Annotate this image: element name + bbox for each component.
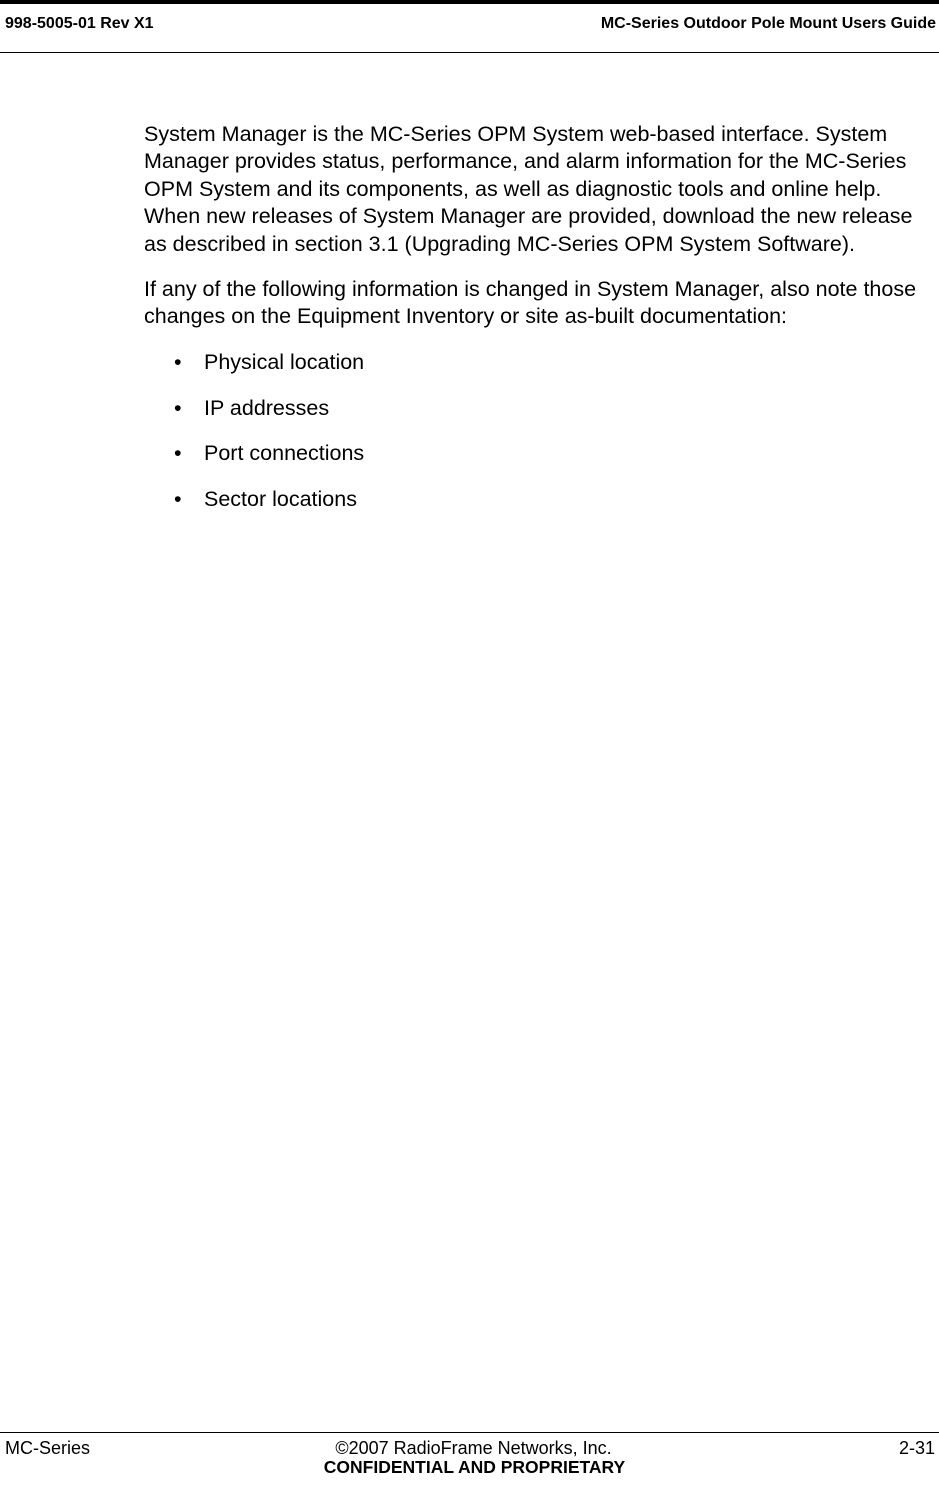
list-item-text: Physical location	[204, 349, 365, 374]
info-bullet-list	[144, 349, 939, 513]
list-item-text: IP addresses	[204, 395, 330, 420]
page-header	[0, 15, 939, 39]
bullet-icon: •	[174, 349, 182, 374]
footer-copyright: ©2007 RadioFrame Networks, Inc.	[335, 1438, 612, 1458]
footer-top-rule	[0, 1432, 939, 1433]
page-footer	[0, 1438, 939, 1502]
footer-confidential	[0, 1457, 939, 1478]
list-item	[144, 349, 939, 376]
footer-center	[0, 1438, 939, 1459]
confidential-notice: CONFIDENTIAL AND PROPRIETARY	[323, 1457, 626, 1477]
page-number: 2-31	[898, 1438, 935, 1458]
list-item	[144, 486, 939, 513]
bullet-icon: •	[174, 441, 182, 466]
list-item	[144, 440, 939, 467]
bullet-icon: •	[174, 486, 182, 511]
bullet-icon: •	[174, 395, 182, 420]
list-item-text: Port connections	[204, 441, 365, 466]
header-bottom-rule	[0, 52, 939, 53]
footer-product: MC-Series	[5, 1438, 91, 1458]
doc-title: MC-Series Outdoor Pole Mount Users Guide	[600, 15, 936, 32]
change-note-paragraph: If any of the following information is changed in System Manager, also note those changes on the Equipment Inventory or site as-built documentation:	[144, 277, 917, 329]
page-body	[144, 121, 939, 532]
list-item-text: Sector locations	[204, 486, 357, 511]
intro-paragraph: System Manager is the MC-Series OPM System web-based interface. System Manager provides status, performance, and alarm information for the MC-Series OPM System and its components, as well as diagnostic tools and online help. When new releases of System Manager are provided, download the new release as described in section 3.1 (Upgrading MC-Series OPM System Software).	[144, 122, 913, 256]
doc-number: 998-5005-01 Rev X1	[5, 15, 154, 32]
header-top-rule	[0, 0, 939, 4]
list-item	[144, 395, 939, 422]
